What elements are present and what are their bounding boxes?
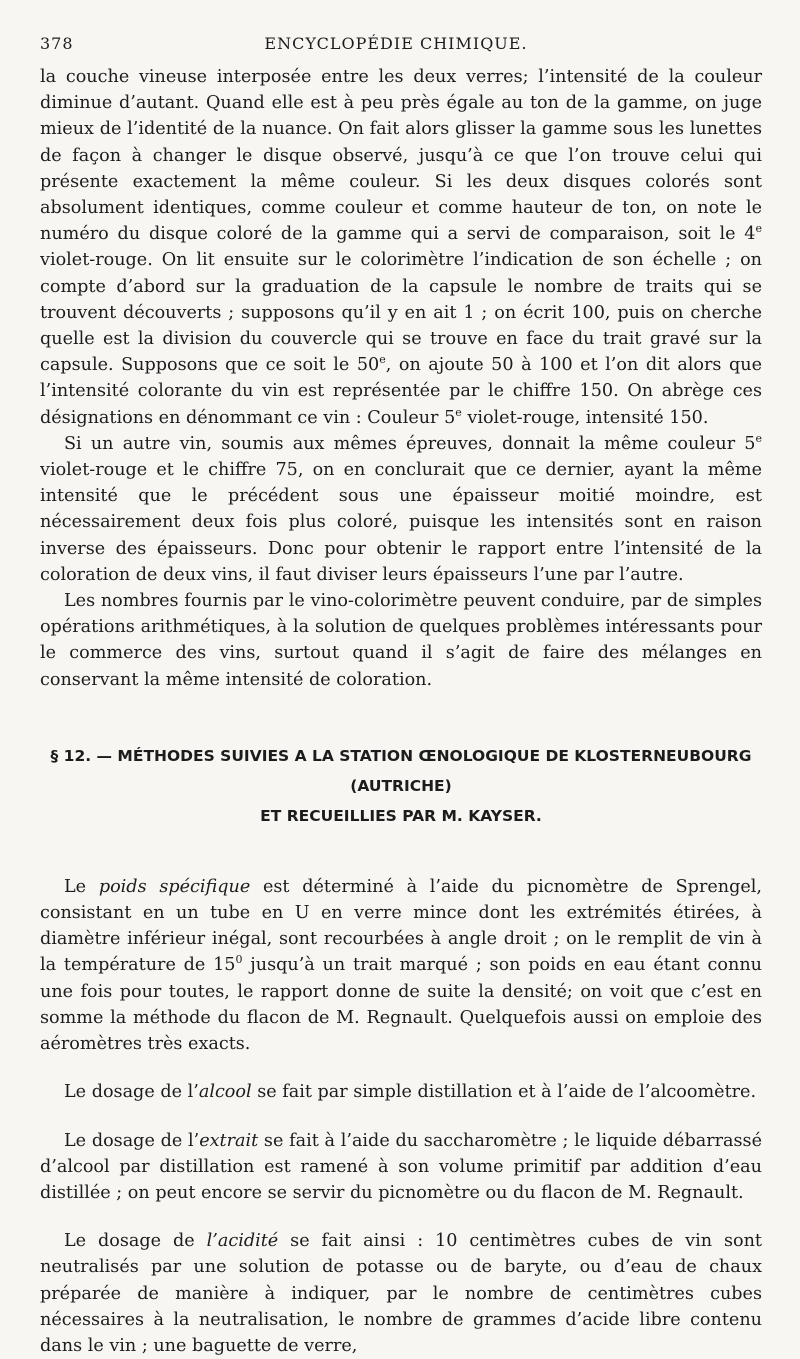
paragraph-alcohol: Le dosage de l’alcool se fait par simple distillation et à l’aide de l’alcoomètre. bbox=[64, 1082, 757, 1103]
paragraph-vino-colorimeter-numbers: Les nombres fournis par le vino-colorimètre peuvent conduire, par de simples opérations arithmétiques, à la solution de quelques problèmes intéressants pour le commerce des vins, surtout quand il s’agit de faire des mélanges en conservant la même intensité de coloration. bbox=[40, 591, 762, 690]
page-number: 378 bbox=[40, 34, 74, 53]
running-title: ENCYCLOPÉDIE CHIMIQUE. bbox=[264, 34, 528, 53]
paragraph-second-wine: Si un autre vin, soumis aux mêmes épreuves, donnait la même couleur 5e violet-rouge et le chiffre 75, on en conclurait que ce dernier, ayant la même intensité que le précédent sous une épaisseur moitié moindre, est nécessairement deux fois plus coloré, puisque les intensités sont en raison inverse des épaisseurs. Donc pour obtenir le rapport entre l’intensité de la coloration de deux vins, il faut diviser leurs épaisseurs l’une par l’autre. bbox=[40, 431, 762, 585]
section-heading-line1: § 12. — MÉTHODES SUIVIES A LA STATION ŒNOLOGIQUE DE KLOSTERNEUBOURG (AUTRICHE) bbox=[50, 746, 752, 795]
section-heading bbox=[40, 741, 762, 831]
paragraph-colorimeter-reading: la couche vineuse interposée entre les deux verres; l’intensité de la couleur diminue d’autant. Quand elle est à peu près égale au ton de la gamme, on juge mieux de l’identité de la nuance. On fait alors glisser la gamme sous les lunettes de façon à changer le disque observé, jusqu’à ce que l’on trouve celui qui présente exactement la même couleur. Si les deux disques colorés sont absolument identiques, comme couleur et comme hauteur de ton, on note le numéro du disque coloré de la gamme qui a servi de comparaison, soit le 4e violet-rouge. On lit ensuite sur le colorimètre l’indication de son échelle ; on compte d’abord sur la graduation de la capsule le nombre de traits qui se trouvent découverts ; supposons qu’il y en ait 1 ; on écrit 100, puis on cherche quelle est la division du couvercle qui se trouve en face du trait gravé sur la capsule. Supposons que ce soit le 50e, on ajoute 50 à 100 et l’on dit alors que l’intensité colorante du vin est représentée par le chiffre 150. On abrège ces désignations en dénommant ce vin : Couleur 5e violet-rouge, intensité 150. bbox=[40, 67, 762, 428]
section-heading-line2: ET RECUEILLIES PAR M. KAYSER. bbox=[260, 806, 542, 825]
running-head bbox=[40, 34, 762, 64]
paragraph-acidity: Le dosage de l’acidité se fait ainsi : 10 centimètres cubes de vin sont neutralisés par une solution de potasse ou de baryte, ou d’eau de chaux préparée de manière à indiquer, par le nombre de centimètres cubes nécessaires à la neutralisation, le nombre de grammes d’acide libre contenu dans le vin ; une baguette de verre, bbox=[40, 1231, 762, 1356]
page bbox=[40, 34, 762, 1359]
paragraph-extract: Le dosage de l’extrait se fait à l’aide du saccharomètre ; le liquide débarrassé d’alcool par distillation est ramené à son volume primitif par addition d’eau distillée ; on peut encore se servir du picnomètre ou du flacon de M. Regnault. bbox=[40, 1130, 762, 1203]
paragraph-specific-weight: Le poids spécifique est déterminé à l’aide du picnomètre de Sprengel, consistant en un tube en U en verre mince dont les extrémités étirées, à diamètre inférieur inégal, sont recourbées à angle droit ; on le remplit de vin à la température de $15^0$ jusqu’à un trait marqué ; son poids en eau étant connu une fois pour toutes, le rapport donne de suite la densité; on voit que c’est en somme la méthode du flacon de M. Regnault. Quelquefois aussi on emploie des aéromètres très exacts. bbox=[40, 876, 762, 1055]
